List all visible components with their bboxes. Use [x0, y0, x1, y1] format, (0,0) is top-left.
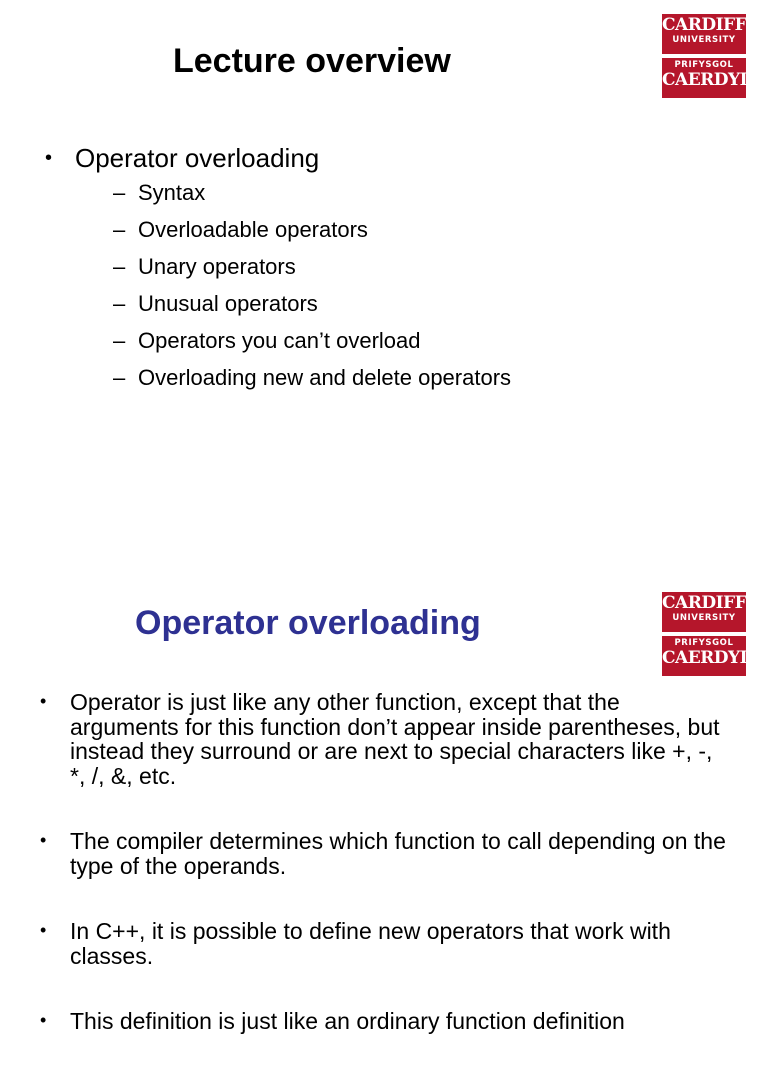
- logo-top-block: [662, 14, 746, 54]
- sub-item-label: Operators you can’t overload: [138, 328, 421, 353]
- slide-lecture-overview: [0, 0, 768, 512]
- logo-top-block: [662, 592, 746, 632]
- paragraph-list: [40, 690, 730, 1075]
- cardiff-university-logo: [662, 592, 768, 676]
- paragraph-text: The compiler determines which function to call depending on the type of the operands.: [70, 828, 726, 879]
- logo-caerdydd-text: CAERDYDD: [662, 69, 768, 90]
- sub-item-label: Overloadable operators: [138, 217, 368, 242]
- sub-list-item: [105, 328, 511, 365]
- sub-list-item: [105, 217, 511, 254]
- sub-item-label: Unusual operators: [138, 291, 318, 316]
- sub-item-label: Unary operators: [138, 254, 296, 279]
- list-item: [40, 919, 730, 968]
- slide-operator-overloading: [0, 512, 768, 1034]
- bullet-icon: •: [40, 920, 47, 940]
- sub-list-item: [105, 254, 511, 291]
- logo-bottom-block: [662, 636, 768, 676]
- dash-icon: –: [113, 217, 126, 242]
- paragraph-text: This definition is just like an ordinary function definition: [70, 1008, 625, 1034]
- dash-icon: –: [113, 328, 126, 353]
- sub-list-item: [105, 180, 511, 217]
- cardiff-university-logo: [662, 14, 768, 98]
- dash-icon: –: [113, 254, 126, 279]
- sub-item-list: [75, 180, 511, 402]
- logo-cardiff-text: CARDIFF: [662, 15, 747, 35]
- bullet-icon: •: [40, 830, 47, 850]
- sub-item-label: Syntax: [138, 180, 206, 205]
- slide-title: Lecture overview: [173, 42, 451, 80]
- sub-list-item: [105, 291, 511, 328]
- logo-university-text: UNIVERSITY: [672, 613, 736, 623]
- list-item: [40, 829, 730, 878]
- logo-prifysgol-text: PRIFYSGOL: [674, 60, 734, 70]
- slide-title: Operator overloading: [135, 604, 481, 642]
- bullet-icon: •: [45, 147, 53, 169]
- logo-bottom-block: [662, 58, 768, 98]
- logo-university-text: UNIVERSITY: [672, 35, 736, 45]
- list-item: [45, 142, 511, 402]
- bullet-icon: •: [40, 1010, 47, 1030]
- sub-item-label: Overloading new and delete operators: [138, 365, 512, 390]
- bullet-icon: •: [40, 691, 47, 711]
- paragraph-text: In C++, it is possible to define new operators that work with classes.: [70, 918, 671, 969]
- dash-icon: –: [113, 365, 126, 390]
- paragraph-text: Operator is just like any other function, except that the arguments for this function don’t appear inside parentheses, but instead they surround or are next to special characters like +, -, *, /, &, etc.: [70, 689, 720, 789]
- logo-cardiff-text: CARDIFF: [662, 593, 747, 613]
- logo-caerdydd-text: CAERDYDD: [662, 647, 768, 668]
- overview-list: [45, 142, 511, 402]
- sub-list-item: [105, 365, 511, 402]
- dash-icon: –: [113, 291, 126, 316]
- list-item: [40, 1009, 730, 1034]
- list-item: [40, 690, 730, 788]
- logo-prifysgol-text: PRIFYSGOL: [674, 638, 734, 648]
- main-item-label: Operator overloading: [75, 143, 320, 173]
- dash-icon: –: [113, 180, 126, 205]
